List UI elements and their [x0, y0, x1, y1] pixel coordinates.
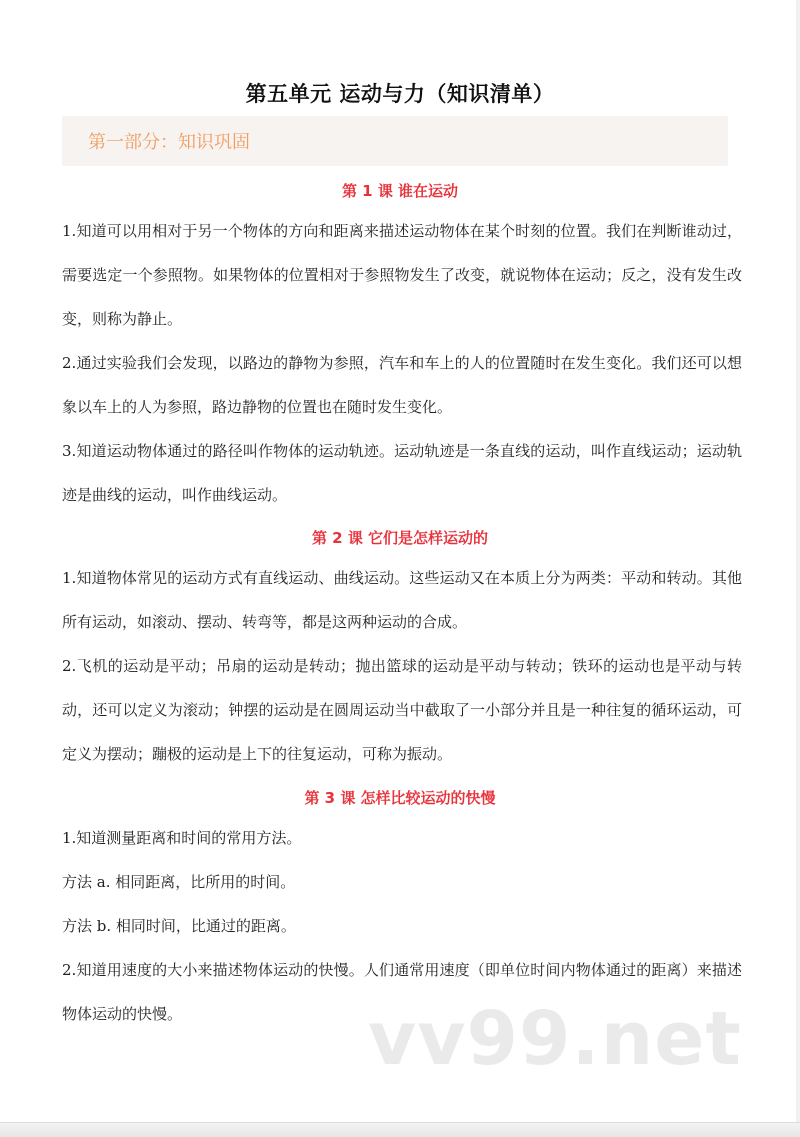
watermark: vv99.net [368, 996, 742, 1082]
part-label: 第一部分：知识巩固 [88, 132, 250, 153]
lesson-1-paragraph-2: 2.通过实验我们会发现，以路边的静物为参照，汽车和车上的人的位置随时在发生变化。我们还可以想象以车上的人为参照，路边静物的位置也在随时发生变化。 [62, 354, 742, 416]
lesson-2-title: 第 2 课 它们是怎样运动的 [311, 529, 489, 547]
lesson-1-paragraph-1: 1.知道可以用相对于另一个物体的方向和距离来描述运动物体在某个时刻的位置。我们在判断谁动过，需要选定一个参照物。如果物体的位置相对于参照物发生了改变，就说物体在运动；反之，没有发生改变，则称为静止。 [62, 222, 742, 328]
lesson-3-title: 第 3 课 怎样比较运动的快慢 [304, 789, 496, 807]
lesson-3-paragraph-1: 1.知道测量距离和时间的常用方法。 [62, 829, 302, 847]
part-banner [62, 116, 728, 166]
page-bottom-edge [0, 1122, 800, 1137]
page-title: 第五单元 运动与力（知识清单） [245, 82, 555, 106]
lesson-2-paragraph-1: 1.知道物体常见的运动方式有直线运动、曲线运动。这些运动又在本质上分为两类：平动和转动。其他所有运动，如滚动、摆动、转弯等，都是这两种运动的合成。 [62, 569, 742, 631]
lesson-1-paragraph-3: 3.知道运动物体通过的路径叫作物体的运动轨迹。运动轨迹是一条直线的运动，叫作直线运动；运动轨迹是曲线的运动，叫作曲线运动。 [62, 442, 742, 504]
lesson-3-method-a: 方法 a. 相同距离，比所用的时间。 [62, 873, 296, 891]
lesson-2-paragraph-2: 2.飞机的运动是平动；吊扇的运动是转动；抛出篮球的运动是平动与转动；铁环的运动也是平动与转动，还可以定义为滚动；钟摆的运动是在圆周运动当中截取了一小部分并且是一种往复的循环运动，可定义为摆动；蹦极的运动是上下的往复运动，可称为振动。 [62, 657, 742, 763]
lesson-1-title: 第 1 课 谁在运动 [341, 182, 459, 200]
lesson-3-method-b: 方法 b. 相同时间，比通过的距离。 [62, 917, 296, 935]
lesson-3-paragraph-2: 2.知道用速度的大小来描述物体运动的快慢。人们通常用速度（即单位时间内物体通过的距离）来描述物体运动的快慢。 [62, 961, 742, 1023]
page-right-edge [796, 0, 800, 1137]
